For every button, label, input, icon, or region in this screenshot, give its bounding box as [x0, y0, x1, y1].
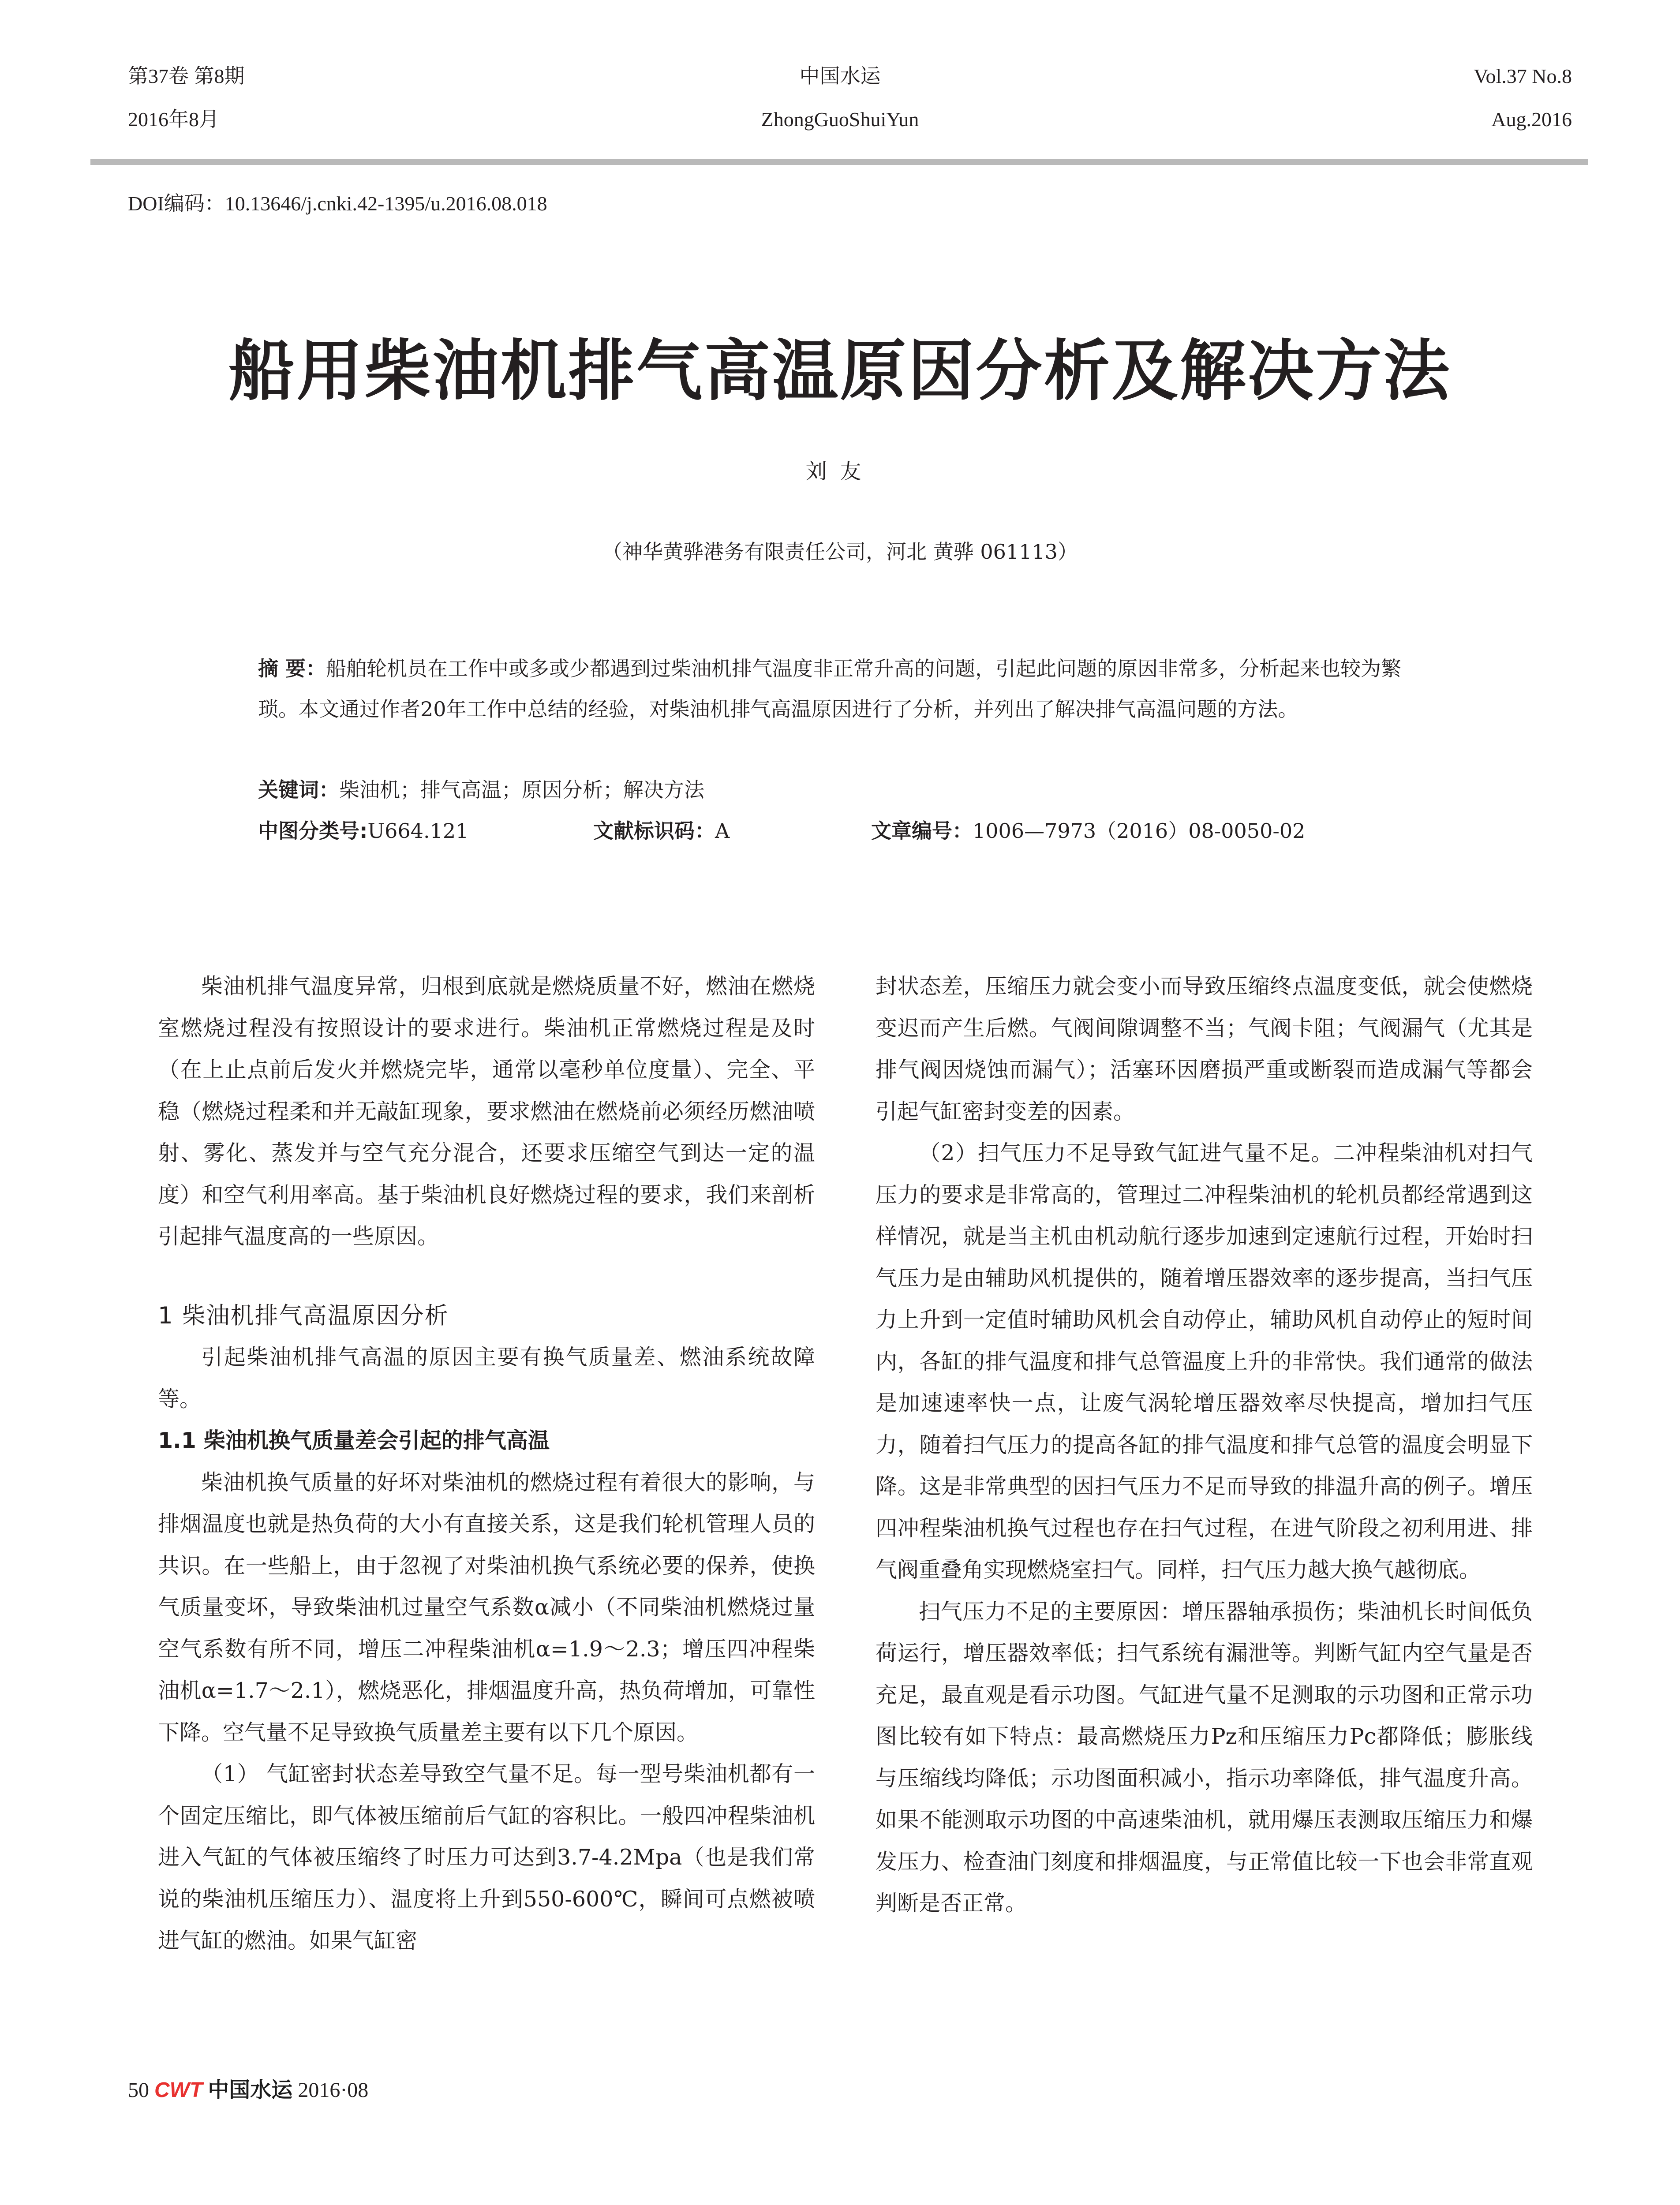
header-volume-issue: 第37卷 第8期: [128, 65, 245, 87]
page-number: 50: [128, 2078, 149, 2102]
abstract-label: 摘 要：: [258, 657, 326, 680]
header-journal-pinyin: ZhongGuoShuiYun: [761, 108, 919, 131]
body-right-column: [876, 966, 1533, 1925]
body-paragraph: 柴油机换气质量的好坏对柴油机的燃烧过程有着很大的影响，与排烟温度也就是热负荷的大小有直接关系，这是我们轮机管理人员的共识。在一些船上，由于忽视了对柴油机换气系统必要的保养，使换气质量变坏，导致柴油机过量空气系数α减小（不同柴油机燃烧过量空气系数有所不同，增压二冲程柴油机α=1.9～2.3；增压四冲程柴油机α=1.7～2.1），燃烧恶化，排烟温度升高，热负荷增加，可靠性下降。空气量不足导致换气质量差主要有以下几个原因。: [158, 1469, 815, 1745]
keywords-label: 关键词：: [258, 778, 339, 802]
abstract-text: 船舶轮机员在工作中或多或少都遇到过柴油机排气温度非正常升高的问题，引起此问题的原因非常多，分析起来也较为繁琐。本文通过作者20年工作中总结的经验，对柴油机排气高温原因进行了分析，并列出了解决排气高温问题的方法。: [258, 657, 1402, 721]
keywords-text: 柴油机；排气高温；原因分析；解决方法: [339, 778, 704, 802]
affiliation: （神华黄骅港务有限责任公司，河北 黄骅 061113）: [602, 540, 1078, 564]
body-paragraph: 柴油机排气温度异常，归根到底就是燃烧质量不好，燃油在燃烧室燃烧过程没有按照设计的要求进行。柴油机正常燃烧过程是及时（在上止点前后发火并燃烧完毕，通常以毫秒单位度量）、完全、平稳（燃烧过程柔和并无敲缸现象，要求燃油在燃烧前必须经历燃油喷射、雾化、蒸发并与空气充分混合，还要求压缩空气到达一定的温度）和空气利用率高。基于柴油机良好燃烧过程的要求，我们来剖析引起排气温度高的一些原因。: [158, 974, 815, 1249]
journal-logo: CWT: [154, 2078, 203, 2102]
abstract: [258, 648, 1436, 729]
footer-issue: 2016·08: [298, 2078, 369, 2102]
keywords: [258, 774, 704, 803]
clc-value: U664.121: [367, 819, 469, 843]
body-paragraph: 扫气压力不足的主要原因：增压器轴承损伤；柴油机长时间低负荷运行，增压器效率低；扫气系统有漏泄等。判断气缸内空气量是否充足，最直观是看示功图。气缸进气量不足测取的示功图和正常示功图比较有如下特点：最高燃烧压力Pz和压缩压力Pc都降低；膨胀线与压缩线均降低；示功图面积减小，指示功率降低，排气温度升高。如果不能测取示功图的中高速柴油机，就用爆压表测取压缩压力和爆发压力、检查油门刻度和排烟温度，与正常值比较一下也会非常直观判断是否正常。: [876, 1599, 1533, 1916]
article-title: 船用柴油机排气高温原因分析及解决方法: [228, 332, 1452, 410]
header-vol-no: Vol.37 No.8: [1474, 65, 1572, 87]
page-footer: [128, 2073, 368, 2103]
header-date: 2016年8月: [128, 108, 219, 131]
clc-label: 中图分类号:: [258, 819, 368, 843]
body-paragraph: 封状态差，压缩压力就会变小而导致压缩终点温度变低，就会使燃烧变迟而产生后燃。气阀间隙调整不当；气阀卡阻；气阀漏气（尤其是排气阀因烧蚀而漏气）；活塞环因磨损严重或断裂而造成漏气等都会引起气缸密封变差的因素。: [876, 974, 1533, 1124]
doi: DOI编码：10.13646/j.cnki.42-1395/u.2016.08.018: [128, 192, 547, 215]
footer-journal-name: 中国水运: [208, 2078, 293, 2102]
header-journal-cn: 中国水运: [799, 65, 881, 87]
body-paragraph: （1） 气缸密封状态差导致空气量不足。每一型号柴油机都有一个固定压缩比，即气体被压缩前后气缸的容积比。一般四冲程柴油机进入气缸的气体被压缩终了时压力可达到3.7-4.2Mpa（也是我们常说的柴油机压缩压力）、温度将上升到550-600℃，瞬间可点燃被喷进气缸的燃油。如果气缸密: [158, 1761, 815, 1953]
doc-code-label: 文献标识码：: [593, 819, 715, 843]
header-month-year: Aug.2016: [1491, 108, 1572, 131]
body-left-column: [158, 966, 815, 1962]
article-number-label: 文章编号：: [871, 819, 973, 843]
body-paragraph: 引起柴油机排气高温的原因主要有换气质量差、燃油系统故障等。: [158, 1345, 815, 1412]
subsection-heading: 1.1 柴油机换气质量差会引起的排气高温: [158, 1428, 550, 1453]
article-number: [871, 815, 1305, 844]
header-rule: [90, 159, 1588, 165]
body-paragraph: （2）扫气压力不足导致气缸进气量不足。二冲程柴油机对扫气压力的要求是非常高的，管理过二冲程柴油机的轮机员都经常遇到这样情况，就是当主机由机动航行逐步加速到定速航行过程，开始时扫气压力是由辅助风机提供的，随着增压器效率的逐步提高，当扫气压力上升到一定值时辅助风机会自动停止，辅助风机自动停止的短时间内，各缸的排气温度和排气总管温度上升的非常快。我们通常的做法是加速速率快一点，让废气涡轮增压器效率尽快提高，增加扫气压力，随着扫气压力的提高各缸的排气温度和排气总管的温度会明显下降。这是非常典型的因扫气压力不足而导致的排温升高的例子。增压四冲程柴油机换气过程也存在扫气过程，在进气阶段之初利用进、排气阀重叠角实现燃烧室扫气。同样，扫气压力越大换气越彻底。: [876, 1140, 1533, 1582]
section-heading: 1 柴油机排气高温原因分析: [158, 1302, 449, 1329]
article-number-value: 1006—7973（2016）08-0050-02: [973, 819, 1306, 843]
author: 刘友: [805, 459, 875, 484]
document-code: [593, 815, 730, 844]
clc-number: [258, 815, 468, 844]
doc-code-value: A: [715, 819, 730, 843]
